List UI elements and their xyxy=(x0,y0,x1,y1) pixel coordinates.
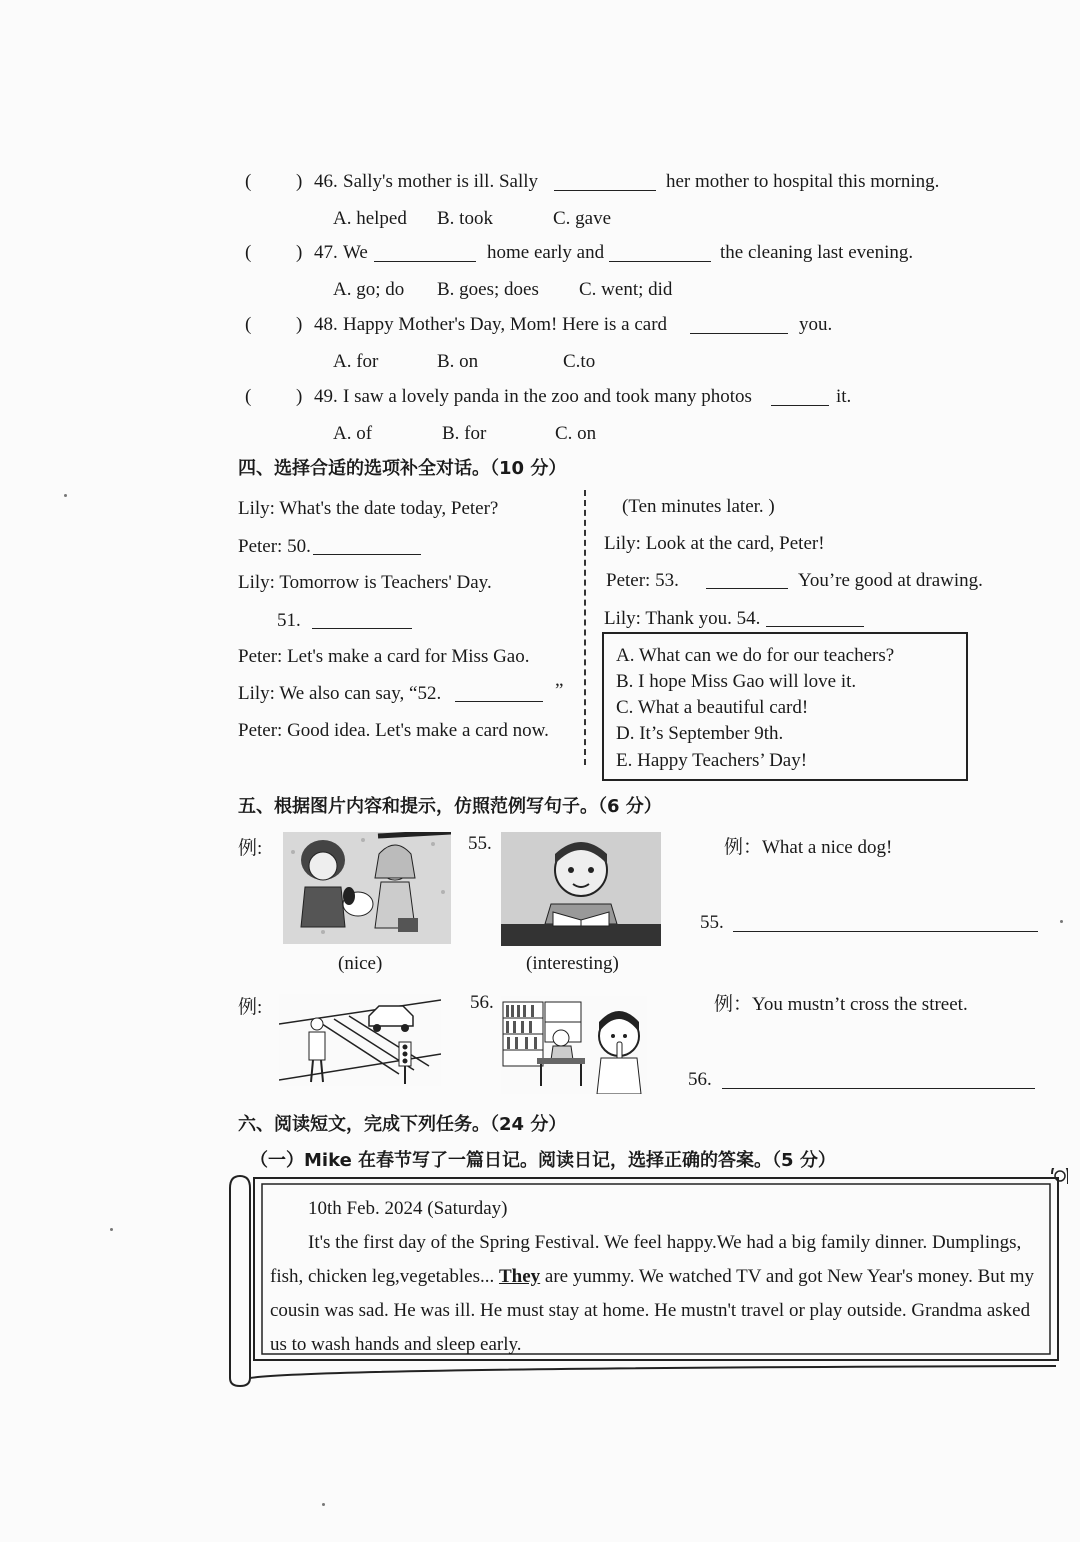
answer-paren-open[interactable]: ( xyxy=(245,314,252,335)
question-text: the cleaning last evening. xyxy=(720,242,914,263)
dialogue-line: Peter: 53. xyxy=(606,570,679,591)
girls-with-dog-illustration xyxy=(283,832,451,944)
dialogue-divider xyxy=(584,490,586,765)
diary-line: It's the first day of the Spring Festival. We feel happy.We had a big family dinner. Dumplings, xyxy=(308,1232,1022,1253)
question-text: We xyxy=(343,242,368,263)
question-number: 48. xyxy=(314,314,338,335)
library-illustration xyxy=(501,996,647,1094)
diary-text: fish, chicken leg,vegetables... xyxy=(270,1266,495,1287)
option-a: A. for xyxy=(333,351,379,372)
question-text: it. xyxy=(836,386,852,407)
answer-paren-close: ) xyxy=(296,171,303,192)
answer-paren-open[interactable]: ( xyxy=(245,171,252,192)
underlined-word: They xyxy=(498,1266,541,1287)
answer-paren-open[interactable]: ( xyxy=(245,242,252,263)
scan-speck xyxy=(64,494,67,497)
answer-blank[interactable] xyxy=(771,404,829,406)
option-a: A. of xyxy=(333,423,373,444)
example-sentence: 例：You mustn’t cross the street. xyxy=(714,994,968,1015)
dialogue-line: Lily: Look at the card, Peter! xyxy=(604,533,825,554)
close-quote: ” xyxy=(555,680,564,701)
option-c: C.to xyxy=(563,351,596,372)
diary-line: us to wash hands and sleep early. xyxy=(270,1334,522,1355)
option-b: B. goes; does xyxy=(437,279,539,300)
example-label: 例: xyxy=(238,997,263,1018)
answer-blank[interactable] xyxy=(374,260,476,262)
answer-line-56[interactable] xyxy=(722,1087,1035,1089)
dialogue-line: Lily: We also can say, “52. xyxy=(238,683,442,704)
section-heading: 五、根据图片内容和提示，仿照范例写句子。（6 分） xyxy=(238,796,662,817)
answer-blank[interactable] xyxy=(554,189,656,191)
option-a: A. go; do xyxy=(333,279,405,300)
section-heading: 四、选择合适的选项补全对话。（10 分） xyxy=(238,458,567,479)
option-b: B. took xyxy=(437,208,493,229)
question-text: Sally's mother is ill. Sally xyxy=(343,171,539,192)
answer-blank[interactable] xyxy=(609,260,711,262)
scan-speck xyxy=(1060,920,1063,923)
boy-reading-illustration xyxy=(501,832,661,946)
option-b: B. for xyxy=(442,423,487,444)
option-a: A. helped xyxy=(333,208,407,229)
question-number: 46. xyxy=(314,171,338,192)
question-text: home early and xyxy=(487,242,605,263)
picture-number: 55. xyxy=(468,833,492,854)
dialogue-line: You’re good at drawing. xyxy=(798,570,983,591)
answer-blank-54[interactable] xyxy=(766,625,864,627)
subsection-heading: （一）Mike 在春节写了一篇日记。阅读日记，选择正确的答案。（5 分） xyxy=(250,1150,836,1171)
dialogue-line: Lily: Tomorrow is Teachers' Day. xyxy=(238,572,492,593)
crosswalk-illustration xyxy=(279,994,441,1086)
option-item: C. What a beautiful card! xyxy=(616,697,809,718)
option-item: D. It’s September 9th. xyxy=(616,723,784,744)
caption-interesting: (interesting) xyxy=(526,953,619,974)
answer-blank-51[interactable] xyxy=(312,627,412,629)
answer-blank-52[interactable] xyxy=(455,700,543,702)
option-c: C. gave xyxy=(553,208,612,229)
diary-date: 10th Feb. 2024 (Saturday) xyxy=(308,1198,508,1219)
question-text: you. xyxy=(799,314,833,335)
answer-paren-close: ) xyxy=(296,242,303,263)
question-text: her mother to hospital this morning. xyxy=(666,171,940,192)
example-label: 例: xyxy=(238,838,263,859)
answer-blank-53[interactable] xyxy=(706,587,788,589)
question-number: 49. xyxy=(314,386,338,407)
scan-speck xyxy=(322,1503,325,1506)
dialogue-line: Peter: Let's make a card for Miss Gao. xyxy=(238,646,530,667)
answer-number: 56. xyxy=(688,1069,712,1090)
question-text: Happy Mother's Day, Mom! Here is a card xyxy=(343,314,668,335)
scan-speck xyxy=(110,1228,113,1231)
caption-nice: (nice) xyxy=(338,953,383,974)
answer-paren-close: ) xyxy=(296,314,303,335)
answer-number: 55. xyxy=(700,912,724,933)
answer-line-55[interactable] xyxy=(733,930,1038,932)
option-item: B. I hope Miss Gao will love it. xyxy=(616,671,857,692)
question-number: 47. xyxy=(314,242,338,263)
dialogue-line: (Ten minutes later. ) xyxy=(622,496,775,517)
dialogue-line: 51. xyxy=(277,610,301,631)
option-c: C. on xyxy=(555,423,597,444)
dialogue-line: Peter: Good idea. Let's make a card now. xyxy=(238,720,549,741)
answer-paren-close: ) xyxy=(296,386,303,407)
section-heading: 六、阅读短文，完成下列任务。（24 分） xyxy=(238,1114,567,1135)
answer-blank[interactable] xyxy=(690,332,788,334)
option-item: E. Happy Teachers’ Day! xyxy=(616,750,808,771)
picture-number: 56. xyxy=(470,992,494,1013)
example-sentence: 例：What a nice dog! xyxy=(724,837,893,858)
option-c: C. went; did xyxy=(579,279,673,300)
dialogue-line: Lily: What's the date today, Peter? xyxy=(238,498,499,519)
dialogue-line: Peter: 50. xyxy=(238,536,311,557)
dialogue-line: Lily: Thank you. 54. xyxy=(604,608,761,629)
option-b: B. on xyxy=(437,351,479,372)
diary-text: are yummy. We watched TV and got New Year's money. But my xyxy=(544,1266,1035,1287)
question-text: I saw a lovely panda in the zoo and took many photos xyxy=(343,386,752,407)
answer-blank-50[interactable] xyxy=(313,553,421,555)
diary-line: cousin was sad. He was ill. He must stay at home. He mustn't travel or play outside. Grandma asked xyxy=(270,1300,1031,1321)
diary-line xyxy=(270,1266,1034,1288)
option-item: A. What can we do for our teachers? xyxy=(616,645,895,666)
answer-paren-open[interactable]: ( xyxy=(245,386,252,407)
